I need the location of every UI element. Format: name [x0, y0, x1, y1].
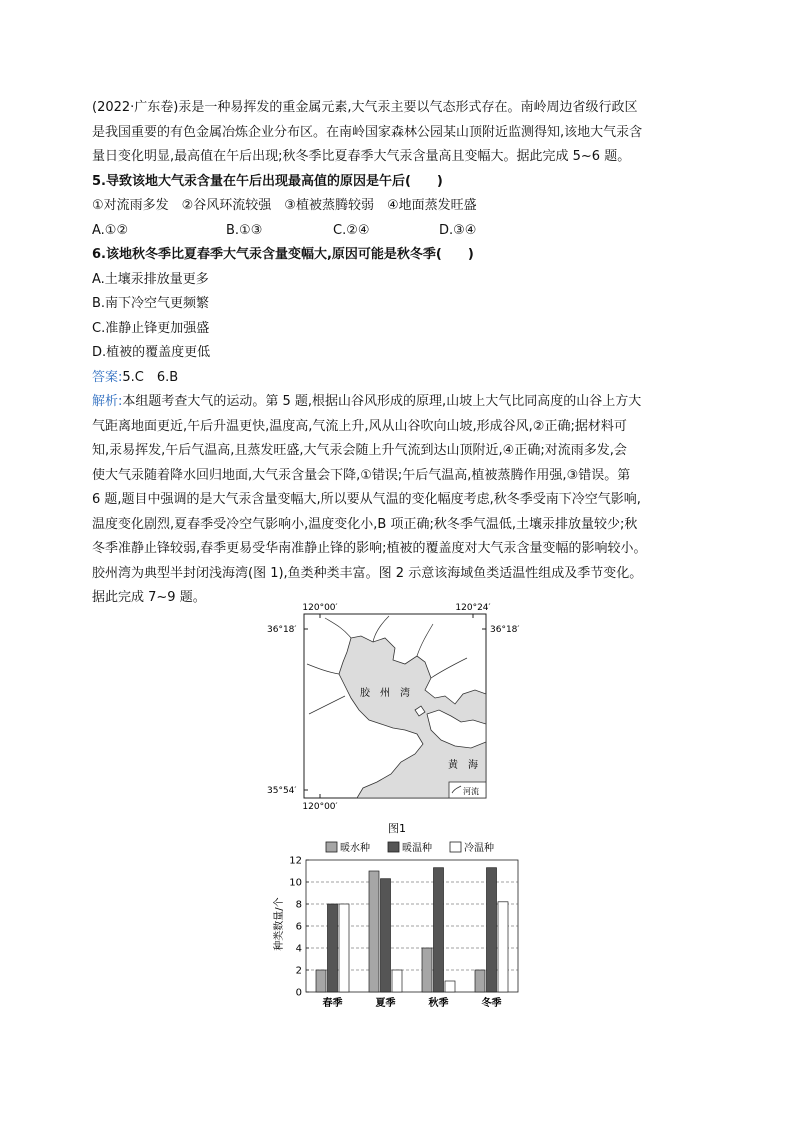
map-lon-bottom: 120°00′ — [302, 802, 338, 812]
bar-暖温种-冬季 — [487, 868, 497, 992]
passage1-line: (2022·广东卷)汞是一种易挥发的重金属元素,大气汞主要以气态形式存在。南岭周边省级行政区 — [92, 100, 638, 115]
legend-swatch-1 — [388, 842, 399, 852]
map-lat-bottom: 35°54′ — [267, 786, 297, 796]
explanation-line: 气距离地面更近,午后升温更快,温度高,气流上升,风从山谷吹向山坡,形成谷风,②正确;据材料可 — [92, 418, 627, 434]
y-tick-label: 12 — [289, 855, 302, 867]
map-lon-right: 120°24′ — [455, 603, 491, 613]
q5-items: ①对流雨多发 ②谷风环流较强 ③植被蒸腾较弱 ④地面蒸发旺盛 — [92, 198, 477, 213]
y-tick-label: 4 — [295, 943, 302, 955]
bar-暖温种-夏季 — [381, 879, 391, 992]
x-tick-label: 春季 — [322, 998, 343, 1009]
q6-stem: 6.该地秋冬季比夏春季大气汞含量变幅大,原因可能是秋冬季( ) — [92, 247, 474, 262]
answer-label: 答案: — [92, 369, 123, 385]
y-tick-label: 2 — [295, 965, 302, 977]
x-tick-label: 秋季 — [428, 998, 449, 1009]
jiaozhou-bay-map — [265, 598, 530, 838]
q6-choice-d: D.植被的覆盖度更低 — [92, 345, 211, 360]
explanation-label: 解析: — [92, 394, 123, 409]
question-text — [92, 96, 712, 611]
y-tick-label: 10 — [289, 877, 302, 889]
q5-choice-d: D.③④ — [439, 222, 477, 238]
answer-line — [92, 366, 712, 391]
q6-choice-b: B.南下冷空气更频繁 — [92, 296, 210, 311]
bar-暖水种-秋季 — [422, 948, 432, 992]
q6-choice-c: C.准静止锋更加强盛 — [92, 320, 210, 336]
q5-choice-a: A.①② — [92, 222, 129, 238]
q5-choice-c: C.②④ — [333, 222, 370, 238]
bar-冷温种-春季 — [339, 904, 349, 992]
passage2-line: 据此完成 7~9 题。 — [92, 590, 206, 605]
bar-暖水种-春季 — [316, 970, 326, 992]
explanation-line: 使大气汞随着降水回归地面,大气汞含量会下降,①错误;午后气温高,植被蒸腾作用强,③错误。第 — [92, 467, 631, 483]
legend-label-0: 暖水种 — [340, 843, 370, 854]
passage1-line: 量日变化明显,最高值在午后出现;秋冬季比夏春季大气汞含量高且变幅大。据此完成 5~6 题。 — [92, 149, 631, 164]
bay-label: 胶 州 湾 — [360, 688, 410, 699]
legend-swatch-0 — [326, 842, 337, 852]
bar-暖温种-春季 — [328, 904, 338, 992]
passage2-line: 胶州湾为典型半封闭浅海湾(图 1),鱼类种类丰富。图 2 示意该海域鱼类适温性组成及季节变化。 — [92, 565, 643, 581]
bar-暖水种-夏季 — [369, 871, 379, 992]
q6-choice-a: A.土壤汞排放量更多 — [92, 271, 209, 287]
map-legend-label: 河流 — [463, 787, 479, 796]
legend-label-2: 冷温种 — [464, 843, 494, 854]
explanation-text: 本组题考查大气的运动。第 5 题,根据山谷风形成的原理,山坡上大气比同高度的山谷上方大 — [122, 394, 642, 409]
explanation-line: 冬季准静止锋较弱,春季更易受华南准静止锋的影响;植被的覆盖度对大气汞含量变幅的影响较小。 — [92, 541, 647, 556]
figure1-caption: 图1 — [388, 822, 406, 835]
explanation-line: 知,汞易挥发,午后气温高,且蒸发旺盛,大气汞会随上升气流到达山顶附近,④正确;对流雨多发,会 — [92, 443, 627, 458]
sea-label: 黄 海 — [448, 760, 478, 771]
legend-swatch-2 — [450, 842, 461, 852]
passage1-line: 是我国重要的有色金属冶炼企业分布区。在南岭国家森林公园某山顶附近监测得知,该地大气汞含 — [92, 124, 643, 140]
legend-label-1: 暖温种 — [402, 843, 432, 854]
explanation-line: 6 题,题目中强调的是大气汞含量变幅大,所以要从气温的变化幅度考虑,秋冬季受南下冷空气影响, — [92, 492, 641, 507]
q5-choice-b: B.①③ — [226, 222, 263, 238]
answer-value: 5.C 6.B — [122, 369, 179, 385]
x-tick-label: 冬季 — [481, 998, 502, 1009]
map-lat-top-right: 36°18′ — [490, 625, 520, 635]
chart-y-axis-label: 种类数量/个 — [274, 897, 285, 951]
bar-暖温种-秋季 — [434, 868, 444, 992]
q5-stem: 5.导致该地大气汞含量在午后出现最高值的原因是午后( ) — [92, 173, 443, 189]
y-tick-label: 0 — [295, 987, 302, 999]
bar-冷温种-夏季 — [392, 970, 402, 992]
explanation-line — [92, 390, 712, 415]
x-tick-label: 夏季 — [375, 998, 396, 1009]
map-lat-top-left: 36°18′ — [267, 625, 297, 635]
y-tick-label: 8 — [295, 899, 302, 911]
explanation-line: 温度变化剧烈,夏春季受冷空气影响小,温度变化小,B 项正确;秋冬季气温低,土壤汞排放量较少;秋 — [92, 516, 638, 532]
q5-choices — [92, 219, 712, 244]
y-tick-label: 6 — [295, 921, 302, 933]
fish-species-chart — [268, 836, 532, 1016]
bar-冷温种-冬季 — [498, 902, 508, 992]
bar-冷温种-秋季 — [445, 981, 455, 992]
bar-暖水种-冬季 — [475, 970, 485, 992]
map-lon-left: 120°00′ — [302, 603, 338, 613]
